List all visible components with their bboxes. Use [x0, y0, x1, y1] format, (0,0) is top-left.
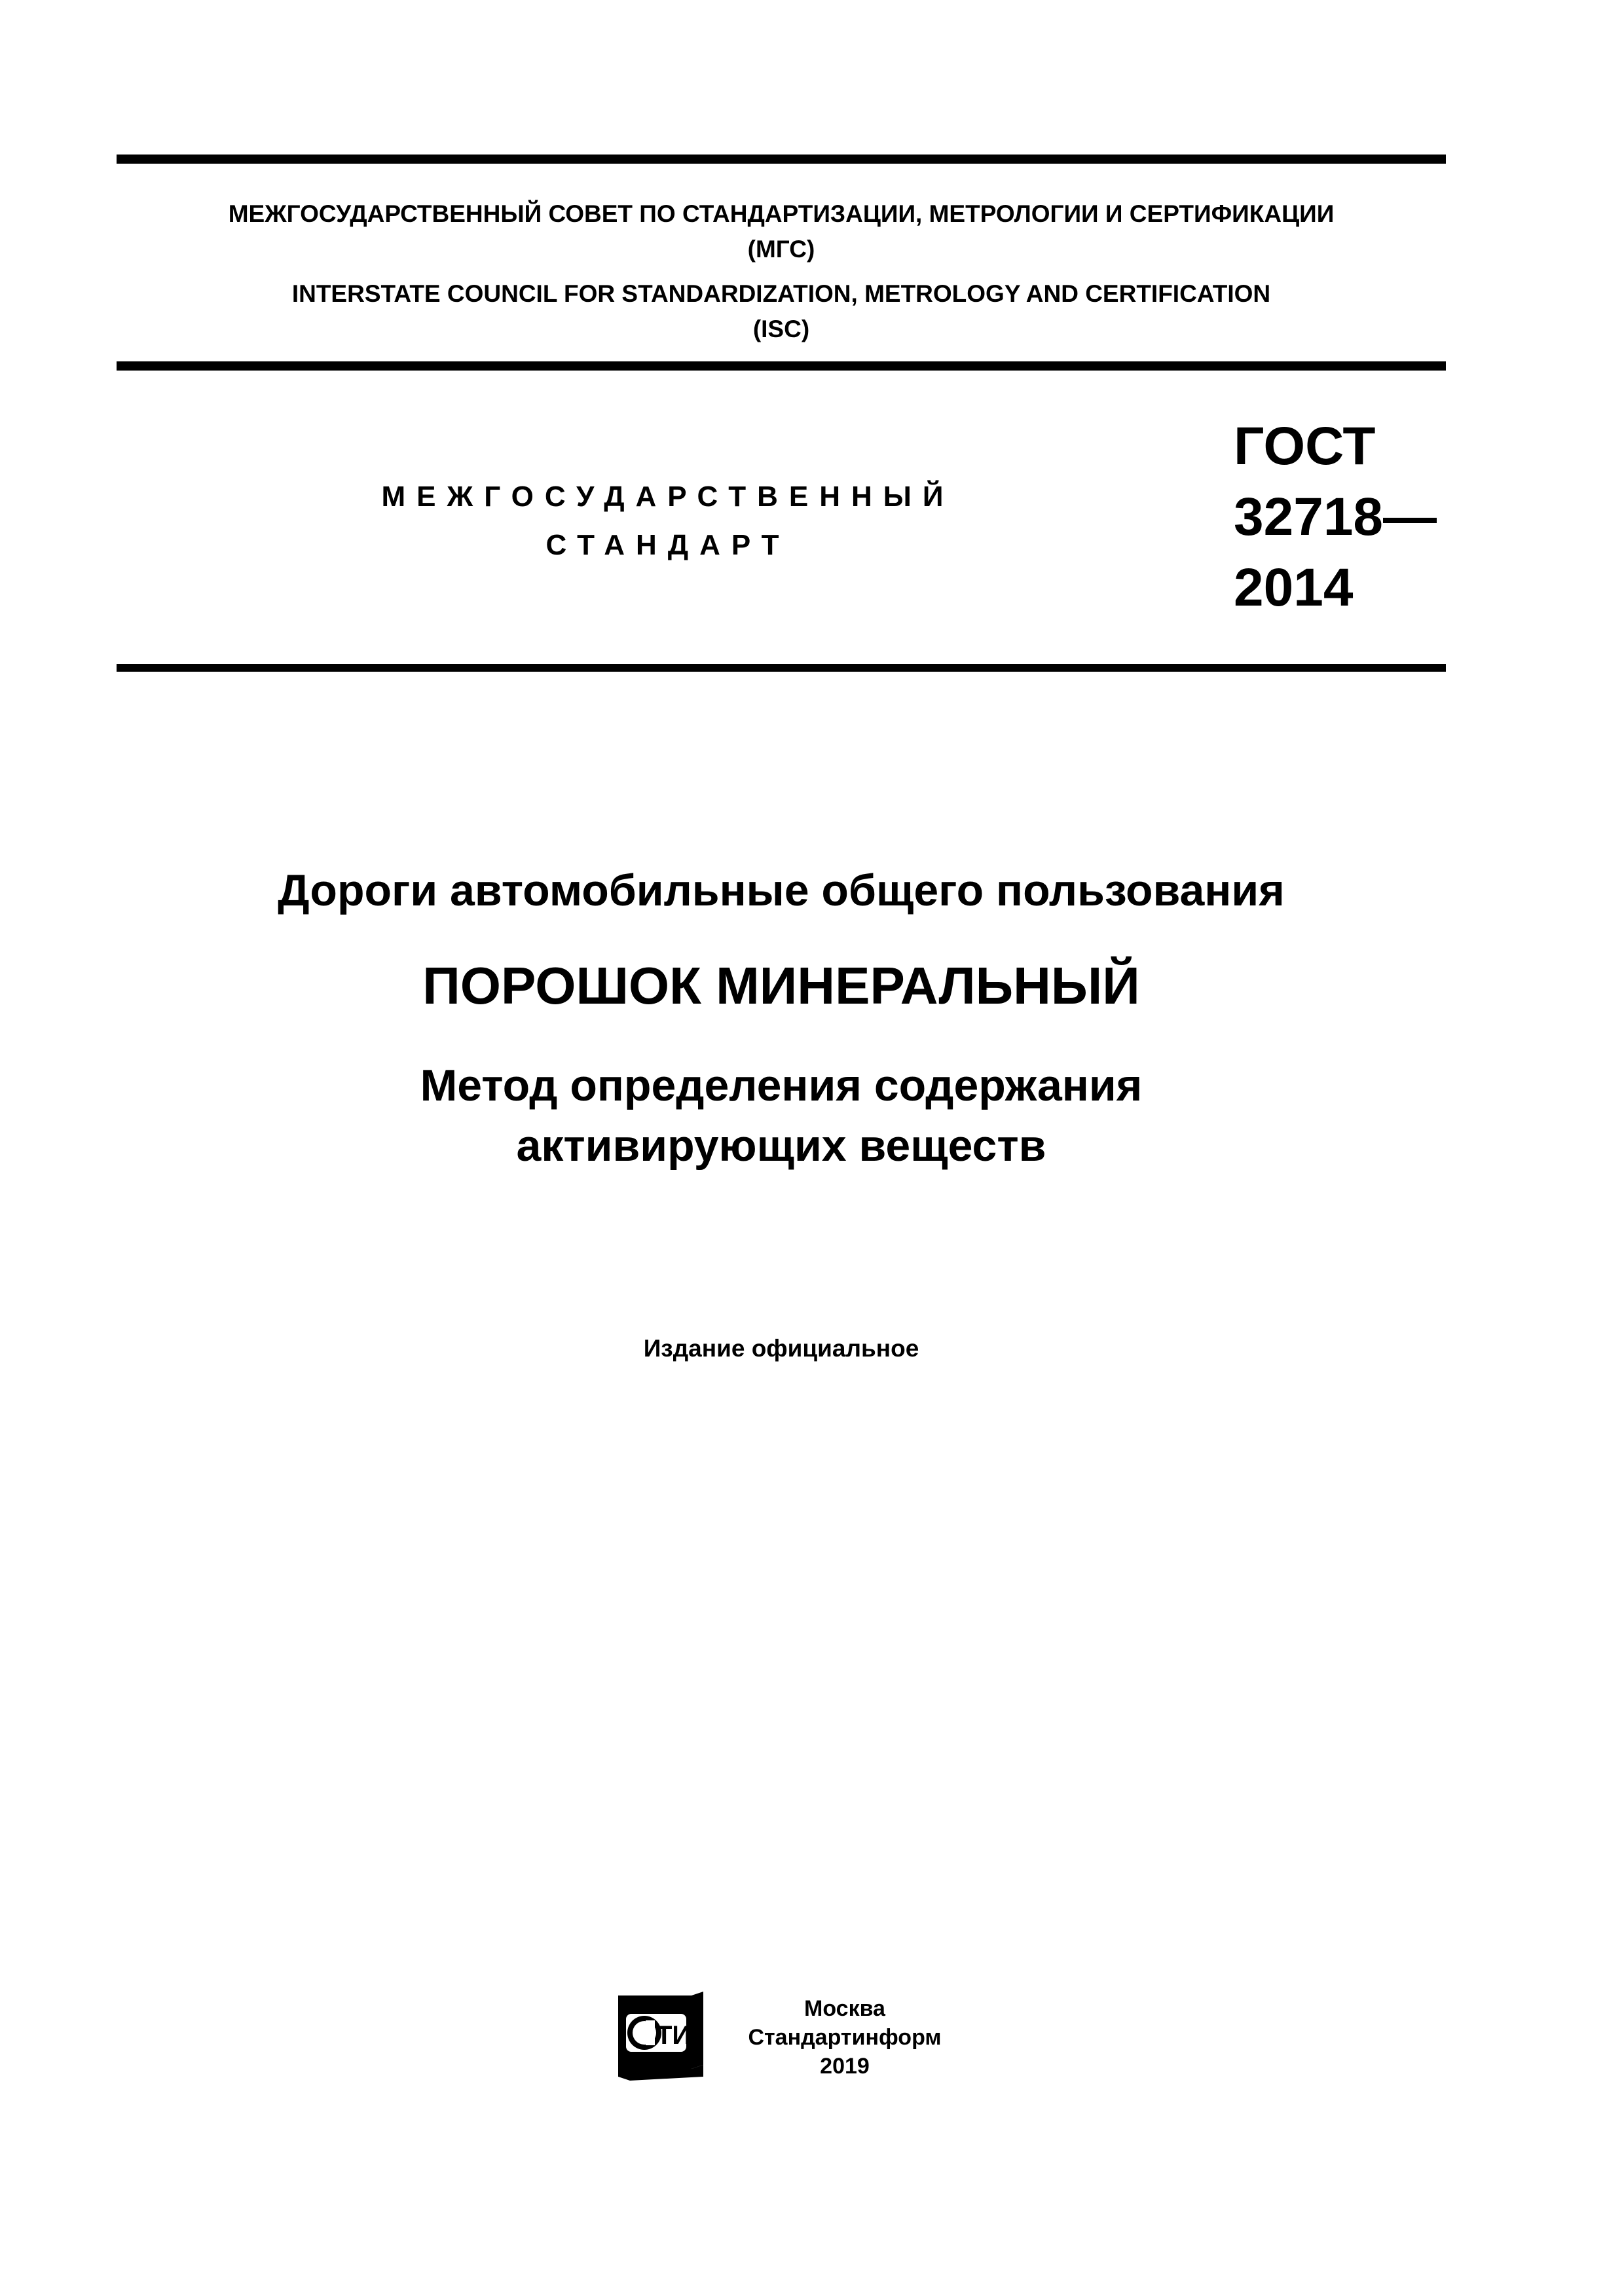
council-name-ru-line: МЕЖГОСУДАРСТВЕННЫЙ СОВЕТ ПО СТАНДАРТИЗАЦИИ, МЕТРОЛОГИИ И СЕРТИФИКАЦИИ [228, 200, 1335, 227]
method-line-1: Метод определения содержания [420, 1061, 1143, 1110]
edition-label: Издание официальное [643, 1335, 919, 1362]
document-method [117, 1055, 1446, 1176]
top-rule [117, 155, 1446, 164]
designation-rule [117, 664, 1446, 672]
method-line-2: активирующих веществ [516, 1121, 1046, 1171]
standard-type-line-1: МЕЖГОСУДАРСТВЕННЫЙ [381, 481, 955, 513]
document-subject: Дороги автомобильные общего пользования [278, 866, 1285, 915]
council-name-en [117, 276, 1446, 347]
council-abbr-en: (ISC) [752, 316, 810, 342]
publisher-city: Москва [804, 1996, 885, 2021]
standard-designation [1234, 411, 1437, 623]
designation-prefix: ГОСТ [1234, 416, 1376, 476]
council-name-ru [117, 196, 1446, 267]
publisher-imprint [720, 1994, 969, 2081]
svg-text:ТИ: ТИ [656, 2021, 692, 2050]
standard-type-line-2: СТАНДАРТ [545, 529, 790, 561]
publisher-year: 2019 [820, 2054, 870, 2079]
designation-number: 32718— [1234, 487, 1437, 547]
publisher-name: Стандартинформ [748, 2025, 942, 2050]
header-rule [117, 361, 1446, 371]
council-abbr-ru: (МГС) [747, 236, 815, 263]
standard-type [275, 473, 1061, 570]
standartinform-logo-icon [612, 1992, 707, 2085]
council-name-en-line: INTERSTATE COUNCIL FOR STANDARDIZATION, METROLOGY AND CERTIFICATION [291, 280, 1271, 307]
designation-year: 2014 [1234, 558, 1354, 617]
document-title: ПОРОШОК МИНЕРАЛЬНЫЙ [422, 957, 1140, 1015]
